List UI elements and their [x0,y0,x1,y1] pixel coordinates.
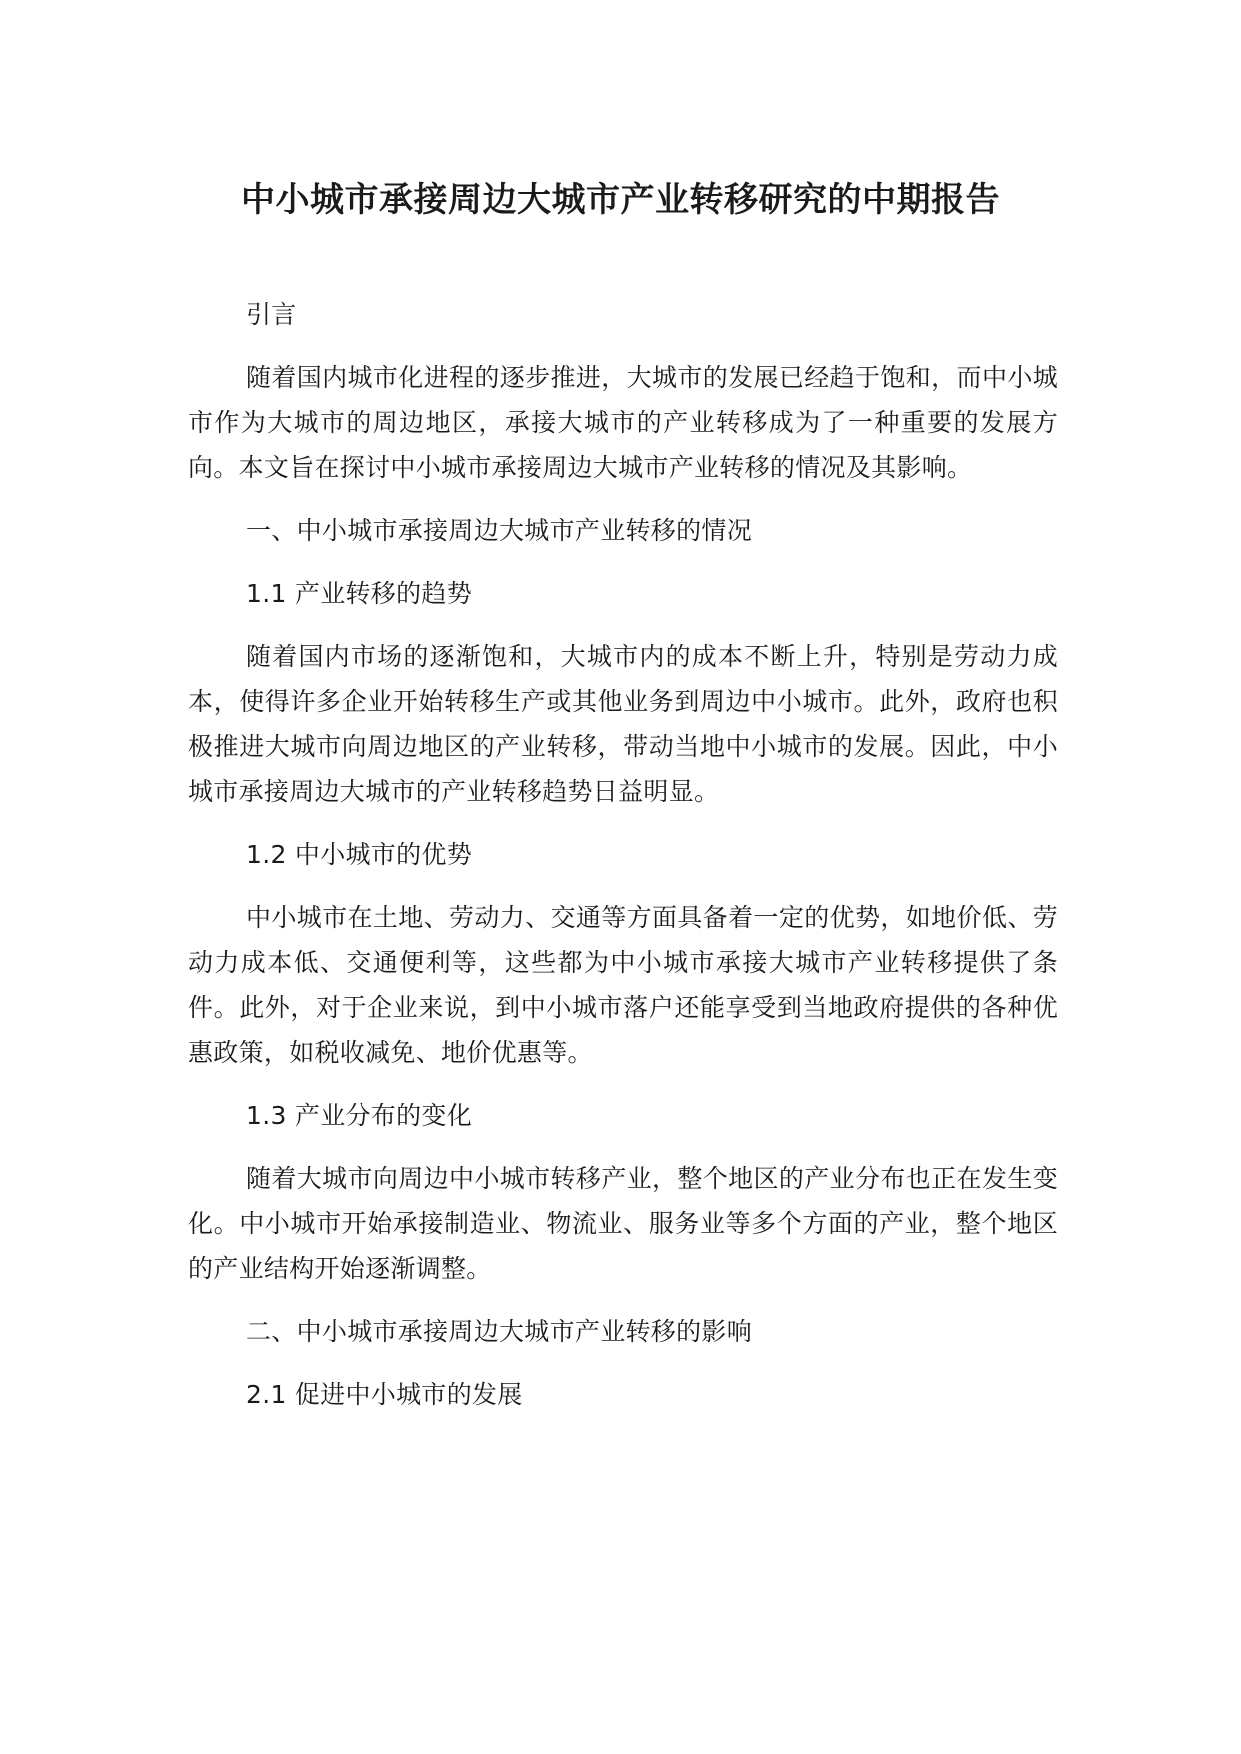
paragraph-1-1: 随着国内市场的逐渐饱和，大城市内的成本不断上升，特别是劳动力成本，使得许多企业开始转移生产或其他业务到周边中小城市。此外，政府也积极推进大城市向周边地区的产业转移，带动当地中小城市的发展。因此，中小城市承接周边大城市的产业转移趋势日益明显。 [188,642,1058,806]
paragraph-intro: 随着国内城市化进程的逐步推进，大城市的发展已经趋于饱和，而中小城市作为大城市的周边地区，承接大城市的产业转移成为了一种重要的发展方向。本文旨在探讨中小城市承接周边大城市产业转移的情况及其影响。 [188,363,1058,482]
subsection-heading-1-1: 1.1 产业转移的趋势 [246,579,473,608]
paragraph-1-2: 中小城市在土地、劳动力、交通等方面具备着一定的优势，如地价低、劳动力成本低、交通便利等，这些都为中小城市承接大城市产业转移提供了条件。此外，对于企业来说，到中小城市落户还能享受到当地政府提供的各种优惠政策，如税收减免、地价优惠等。 [188,903,1058,1067]
subsection-heading-2-1: 2.1 促进中小城市的发展 [246,1380,523,1409]
document-title: 中小城市承接周边大城市产业转移研究的中期报告 [241,180,1000,220]
section-heading-intro: 引言 [246,300,297,329]
subsection-heading-1-2: 1.2 中小城市的优势 [246,840,473,869]
subsection-heading-1-3: 1.3 产业分布的变化 [246,1101,473,1130]
section-heading-2: 二、中小城市承接周边大城市产业转移的影响 [246,1317,753,1346]
document-body [188,292,1058,1435]
section-heading-1: 一、中小城市承接周边大城市产业转移的情况 [246,516,753,545]
paragraph-1-3: 随着大城市向周边中小城市转移产业，整个地区的产业分布也正在发生变化。中小城市开始承接制造业、物流业、服务业等多个方面的产业，整个地区的产业结构开始逐渐调整。 [188,1164,1058,1283]
